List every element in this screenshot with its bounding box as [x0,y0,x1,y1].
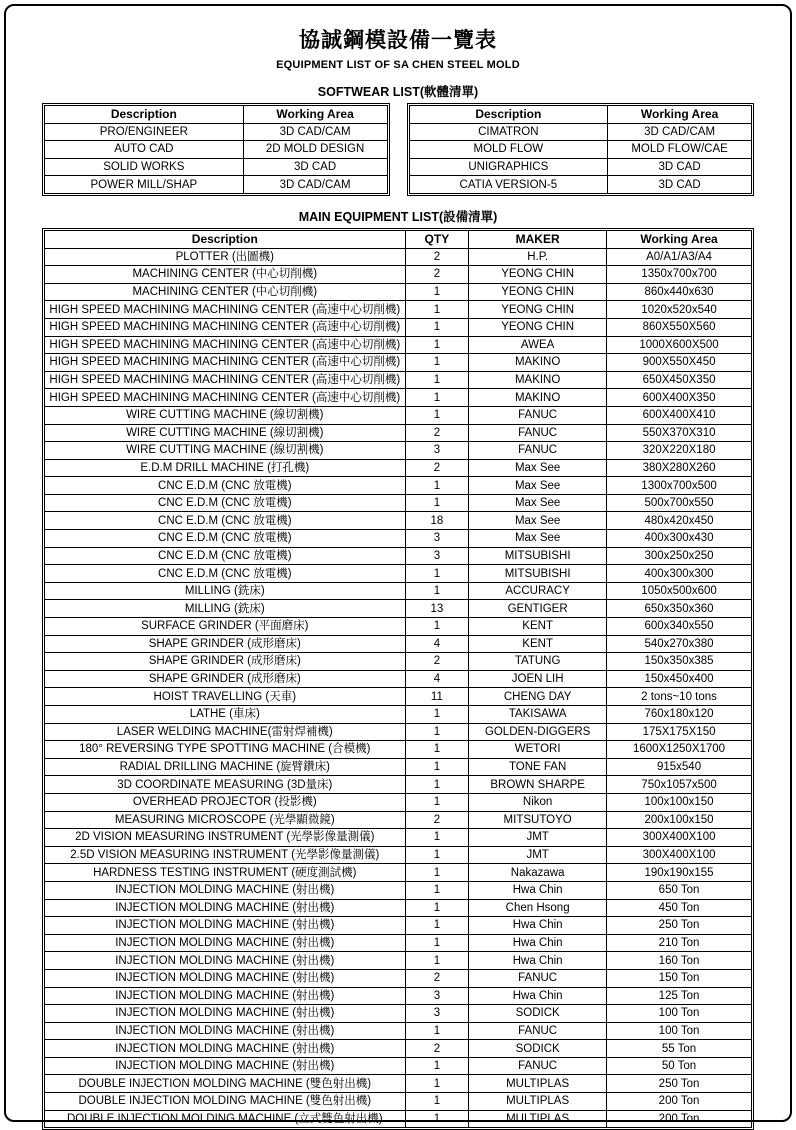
table-row [409,158,752,176]
main-equipment-heading: MAIN EQUIPMENT LIST(設備清單) [298,209,498,224]
column-header-qty: QTY [405,230,469,248]
cell-working-area: 3D CAD [243,158,387,176]
cell-working-area: 760x180x120 [607,706,752,724]
cell-qty: 2 [405,1040,469,1058]
cell-description: INJECTION MOLDING MACHINE (射出機) [45,1022,406,1040]
table-row [45,354,752,372]
cell-working-area: 500x700x550 [607,494,752,512]
column-header-working-area: Working Area [608,106,752,124]
cell-working-area: 320X220X180 [607,442,752,460]
cell-qty: 1 [405,1057,469,1075]
software-list-heading: SOFTWEAR LIST(軟體清單) [317,85,479,99]
cell-working-area: 915x540 [607,758,752,776]
table-row [45,248,752,266]
cell-description: HIGH SPEED MACHINING MACHINING CENTER (高速中心切削機) [45,318,406,336]
cell-working-area: MOLD FLOW/CAE [608,141,752,159]
cell-maker: FANUC [469,442,607,460]
cell-qty: 1 [405,934,469,952]
cell-working-area: 55 Ton [607,1040,752,1058]
cell-description: SURFACE GRINDER (平面磨床) [45,618,406,636]
cell-description: PRO/ENGINEER [45,123,244,141]
cell-working-area: 450 Ton [607,899,752,917]
cell-qty: 2 [405,969,469,987]
cell-qty: 1 [405,371,469,389]
cell-qty: 1 [405,389,469,407]
cell-qty: 4 [405,635,469,653]
cell-maker: TONE FAN [469,758,607,776]
cell-description: HARDNESS TESTING INSTRUMENT (硬度測試機) [45,864,406,882]
cell-maker: WETORI [469,741,607,759]
table-header-row [45,106,388,124]
page-title: 協誠鋼模設備一覽表 [299,29,497,52]
cell-maker: FANUC [469,1057,607,1075]
cell-maker: MITSUTOYO [469,811,607,829]
cell-working-area: 650 Ton [607,881,752,899]
column-header-working-area: Working Area [243,106,387,124]
cell-qty: 4 [405,670,469,688]
cell-qty: 1 [405,477,469,495]
cell-working-area: 250 Ton [607,1075,752,1093]
cell-description: OVERHEAD PROJECTOR (投影機) [45,793,406,811]
cell-maker: MITSUBISHI [469,547,607,565]
cell-working-area: 190x190x155 [607,864,752,882]
cell-description: CATIA VERSION-5 [409,176,608,194]
cell-maker: KENT [469,618,607,636]
table-row [45,283,752,301]
cell-description: CNC E.D.M (CNC 放電機) [45,494,406,512]
cell-qty: 1 [405,618,469,636]
cell-maker: Max See [469,477,607,495]
table-row [45,635,752,653]
cell-maker: FANUC [469,424,607,442]
table-row [45,758,752,776]
table-row [409,123,752,141]
cell-qty: 1 [405,318,469,336]
cell-maker: YEONG CHIN [469,301,607,319]
cell-maker: Hwa Chin [469,917,607,935]
cell-working-area: 210 Ton [607,934,752,952]
cell-description: INJECTION MOLDING MACHINE (射出機) [45,899,406,917]
cell-maker: YEONG CHIN [469,266,607,284]
cell-maker: FANUC [469,969,607,987]
cell-maker: Max See [469,512,607,530]
cell-maker: Hwa Chin [469,881,607,899]
cell-description: E.D.M DRILL MACHINE (打孔機) [45,459,406,477]
cell-working-area: 3D CAD/CAM [243,176,387,194]
cell-working-area: 100 Ton [607,1005,752,1023]
table-row [45,141,388,159]
cell-working-area: 300x250x250 [607,547,752,565]
table-row [45,301,752,319]
cell-qty: 1 [405,336,469,354]
cell-description: AUTO CAD [45,141,244,159]
cell-maker: SODICK [469,1040,607,1058]
cell-maker: Max See [469,459,607,477]
column-header-description: Description [45,106,244,124]
software-tables [42,103,754,196]
cell-working-area: 1020x520x540 [607,301,752,319]
cell-description: INJECTION MOLDING MACHINE (射出機) [45,952,406,970]
cell-description: PLOTTER (出圖機) [45,248,406,266]
cell-description: MACHINING CENTER (中心切削機) [45,266,406,284]
cell-working-area: 3D CAD [608,158,752,176]
cell-qty: 3 [405,547,469,565]
cell-qty: 1 [405,565,469,583]
cell-description: MILLING (銑床) [45,582,406,600]
cell-maker: Hwa Chin [469,987,607,1005]
table-row [45,1075,752,1093]
cell-description: HIGH SPEED MACHINING MACHINING CENTER (高速中心切削機) [45,389,406,407]
cell-maker: ACCURACY [469,582,607,600]
cell-qty: 1 [405,829,469,847]
cell-working-area: 1300x700x500 [607,477,752,495]
cell-working-area: 900X550X450 [607,354,752,372]
column-header-description: Description [409,106,608,124]
main-equipment-table-table [44,230,752,1128]
cell-working-area: 1050x500x600 [607,582,752,600]
cell-qty: 2 [405,811,469,829]
cell-qty: 3 [405,530,469,548]
cell-maker: FANUC [469,1022,607,1040]
table-row [45,477,752,495]
table-row [45,776,752,794]
table-row [45,670,752,688]
cell-description: MILLING (銑床) [45,600,406,618]
table-row [45,1022,752,1040]
cell-qty: 2 [405,248,469,266]
cell-qty: 18 [405,512,469,530]
column-header-description: Description [45,230,406,248]
cell-description: MACHINING CENTER (中心切削機) [45,283,406,301]
cell-working-area: 300X400X100 [607,829,752,847]
table-row [45,389,752,407]
cell-working-area: 150x350x385 [607,653,752,671]
cell-description: POWER MILL/SHAP [45,176,244,194]
cell-description: CNC E.D.M (CNC 放電機) [45,477,406,495]
cell-maker: MITSUBISHI [469,565,607,583]
cell-working-area: 400x300x300 [607,565,752,583]
cell-qty: 1 [405,723,469,741]
table-row [45,158,388,176]
cell-qty: 1 [405,758,469,776]
cell-qty: 2 [405,266,469,284]
cell-description: MEASURING MICROSCOPE (光學顯微鏡) [45,811,406,829]
cell-description: UNIGRAPHICS [409,158,608,176]
cell-working-area: 3D CAD [608,176,752,194]
cell-maker: Hwa Chin [469,952,607,970]
cell-working-area: 1600X1250X1700 [607,741,752,759]
table-row [45,829,752,847]
table-row [45,653,752,671]
cell-description: INJECTION MOLDING MACHINE (射出機) [45,1057,406,1075]
cell-qty: 1 [405,494,469,512]
cell-description: 3D COORDINATE MEASURING (3D量床) [45,776,406,794]
cell-working-area: 600X400X350 [607,389,752,407]
cell-qty: 2 [405,653,469,671]
cell-description: 2.5D VISION MEASURING INSTRUMENT (光學影像量測儀) [45,846,406,864]
cell-description: HIGH SPEED MACHINING MACHINING CENTER (高速中心切削機) [45,301,406,319]
cell-description: INJECTION MOLDING MACHINE (射出機) [45,969,406,987]
cell-qty: 1 [405,1110,469,1128]
cell-maker: Chen Hsong [469,899,607,917]
cell-qty: 1 [405,793,469,811]
cell-qty: 1 [405,917,469,935]
main-equipment-table [42,228,754,1130]
cell-qty: 1 [405,1022,469,1040]
cell-working-area: A0/A1/A3/A4 [607,248,752,266]
cell-qty: 1 [405,1075,469,1093]
table-row [45,494,752,512]
cell-description: INJECTION MOLDING MACHINE (射出機) [45,987,406,1005]
cell-working-area: 860X550X560 [607,318,752,336]
cell-maker: MULTIPLAS [469,1093,607,1111]
table-row [45,741,752,759]
cell-maker: GOLDEN-DIGGERS [469,723,607,741]
cell-working-area: 250 Ton [607,917,752,935]
table-row [45,706,752,724]
cell-maker: Nakazawa [469,864,607,882]
column-header-working-area: Working Area [607,230,752,248]
cell-description: HOIST TRAVELLING (天車) [45,688,406,706]
cell-description: DOUBLE INJECTION MOLDING MACHINE (雙色射出機) [45,1075,406,1093]
cell-working-area: 175X175X150 [607,723,752,741]
cell-working-area: 600X400X410 [607,406,752,424]
table-row [45,1005,752,1023]
cell-description: INJECTION MOLDING MACHINE (射出機) [45,934,406,952]
table-row [45,618,752,636]
cell-maker: GENTIGER [469,600,607,618]
cell-maker: BROWN SHARPE [469,776,607,794]
table-row [45,371,752,389]
cell-qty: 1 [405,582,469,600]
cell-description: DOUBLE INJECTION MOLDING MACHINE (立式雙色射出機) [45,1110,406,1128]
cell-maker: Nikon [469,793,607,811]
table-row [45,1057,752,1075]
table-row [45,864,752,882]
software-table-right [407,103,755,196]
cell-description: SHAPE GRINDER (成形磨床) [45,635,406,653]
cell-description: INJECTION MOLDING MACHINE (射出機) [45,1040,406,1058]
table-row [45,881,752,899]
cell-working-area: 150x450x400 [607,670,752,688]
cell-description: CNC E.D.M (CNC 放電機) [45,530,406,548]
cell-working-area: 540x270x380 [607,635,752,653]
table-row [409,176,752,194]
table-row [45,987,752,1005]
cell-description: CIMATRON [409,123,608,141]
software-table-left [42,103,390,196]
software-table-right-table [409,105,753,194]
table-row [45,917,752,935]
cell-description: MOLD FLOW [409,141,608,159]
table-header-row [45,230,752,248]
cell-description: 2D VISION MEASURING INSTRUMENT (光學影像量測儀) [45,829,406,847]
cell-description: CNC E.D.M (CNC 放電機) [45,547,406,565]
cell-qty: 3 [405,987,469,1005]
cell-maker: JMT [469,846,607,864]
cell-qty: 1 [405,406,469,424]
cell-qty: 1 [405,952,469,970]
table-row [45,565,752,583]
cell-working-area: 2 tons~10 tons [607,688,752,706]
cell-qty: 3 [405,1005,469,1023]
cell-working-area: 200 Ton [607,1093,752,1111]
table-row [45,547,752,565]
table-row [45,1040,752,1058]
cell-description: HIGH SPEED MACHINING MACHINING CENTER (高速中心切削機) [45,354,406,372]
cell-working-area: 200x100x150 [607,811,752,829]
cell-working-area: 3D CAD/CAM [608,123,752,141]
cell-maker: MAKINO [469,371,607,389]
cell-qty: 1 [405,846,469,864]
table-row [45,424,752,442]
cell-description: CNC E.D.M (CNC 放電機) [45,512,406,530]
cell-working-area: 160 Ton [607,952,752,970]
table-row [45,846,752,864]
cell-working-area: 380X280X260 [607,459,752,477]
cell-qty: 1 [405,899,469,917]
table-row [45,336,752,354]
cell-maker: SODICK [469,1005,607,1023]
table-header-row [409,106,752,124]
table-row [45,266,752,284]
cell-maker: AWEA [469,336,607,354]
table-row [45,811,752,829]
table-row [45,459,752,477]
cell-qty: 1 [405,706,469,724]
cell-working-area: 300X400X100 [607,846,752,864]
table-row [45,442,752,460]
cell-qty: 1 [405,776,469,794]
cell-qty: 1 [405,864,469,882]
cell-maker: JMT [469,829,607,847]
table-row [45,723,752,741]
cell-qty: 1 [405,1093,469,1111]
cell-working-area: 50 Ton [607,1057,752,1075]
cell-working-area: 2D MOLD DESIGN [243,141,387,159]
table-row [45,952,752,970]
cell-qty: 1 [405,354,469,372]
cell-qty: 11 [405,688,469,706]
cell-working-area: 650x350x360 [607,600,752,618]
table-row [45,934,752,952]
cell-description: HIGH SPEED MACHINING MACHINING CENTER (高速中心切削機) [45,336,406,354]
cell-maker: KENT [469,635,607,653]
cell-qty: 3 [405,442,469,460]
cell-qty: 1 [405,881,469,899]
cell-working-area: 100 Ton [607,1022,752,1040]
cell-qty: 1 [405,741,469,759]
cell-description: WIRE CUTTING MACHINE (線切割機) [45,424,406,442]
cell-maker: MULTIPLAS [469,1075,607,1093]
cell-qty: 1 [405,301,469,319]
cell-description: RADIAL DRILLING MACHINE (旋臂鑽床) [45,758,406,776]
table-row [45,688,752,706]
cell-working-area: 400x300x430 [607,530,752,548]
table-row [45,969,752,987]
cell-description: INJECTION MOLDING MACHINE (射出機) [45,917,406,935]
cell-maker: MAKINO [469,389,607,407]
cell-description: HIGH SPEED MACHINING MACHINING CENTER (高速中心切削機) [45,371,406,389]
cell-qty: 2 [405,424,469,442]
table-row [45,123,388,141]
cell-description: LATHE (車床) [45,706,406,724]
cell-working-area: 1350x700x700 [607,266,752,284]
cell-description: SOLID WORKS [45,158,244,176]
cell-maker: Max See [469,494,607,512]
cell-working-area: 200 Ton [607,1110,752,1128]
table-row [45,176,388,194]
table-row [45,1093,752,1111]
cell-description: SHAPE GRINDER (成形磨床) [45,670,406,688]
cell-working-area: 100x100x150 [607,793,752,811]
cell-maker: Max See [469,530,607,548]
cell-description: INJECTION MOLDING MACHINE (射出機) [45,881,406,899]
cell-working-area: 1000X600X500 [607,336,752,354]
cell-maker: H.P. [469,248,607,266]
table-row [45,1110,752,1128]
cell-working-area: 550X370X310 [607,424,752,442]
page-subtitle: EQUIPMENT LIST OF SA CHEN STEEL MOLD [276,59,520,71]
cell-maker: JOEN LIH [469,670,607,688]
cell-description: DOUBLE INJECTION MOLDING MACHINE (雙色射出機) [45,1093,406,1111]
table-row [45,512,752,530]
cell-qty: 2 [405,459,469,477]
cell-description: CNC E.D.M (CNC 放電機) [45,565,406,583]
cell-maker: MAKINO [469,354,607,372]
cell-maker: Hwa Chin [469,934,607,952]
table-row [45,582,752,600]
cell-maker: YEONG CHIN [469,283,607,301]
cell-description: WIRE CUTTING MACHINE (線切割機) [45,442,406,460]
table-row [45,793,752,811]
cell-working-area: 600x340x550 [607,618,752,636]
table-row [409,141,752,159]
cell-working-area: 650X450X350 [607,371,752,389]
cell-working-area: 150 Ton [607,969,752,987]
table-row [45,530,752,548]
cell-working-area: 480x420x450 [607,512,752,530]
table-row [45,600,752,618]
cell-working-area: 750x1057x500 [607,776,752,794]
table-row [45,406,752,424]
cell-maker: TAKISAWA [469,706,607,724]
cell-working-area: 125 Ton [607,987,752,1005]
cell-maker: MULTIPLAS [469,1110,607,1128]
cell-maker: TATUNG [469,653,607,671]
cell-maker: FANUC [469,406,607,424]
cell-description: 180° REVERSING TYPE SPOTTING MACHINE (合模機) [45,741,406,759]
table-row [45,899,752,917]
cell-maker: YEONG CHIN [469,318,607,336]
cell-qty: 13 [405,600,469,618]
cell-description: WIRE CUTTING MACHINE (線切割機) [45,406,406,424]
column-header-maker: MAKER [469,230,607,248]
cell-description: INJECTION MOLDING MACHINE (射出機) [45,1005,406,1023]
software-table-left-table [44,105,388,194]
cell-working-area: 860x440x630 [607,283,752,301]
cell-maker: CHENG DAY [469,688,607,706]
table-row [45,318,752,336]
cell-working-area: 3D CAD/CAM [243,123,387,141]
cell-qty: 1 [405,283,469,301]
cell-description: LASER WELDING MACHINE(雷射焊補機) [45,723,406,741]
cell-description: SHAPE GRINDER (成形磨床) [45,653,406,671]
